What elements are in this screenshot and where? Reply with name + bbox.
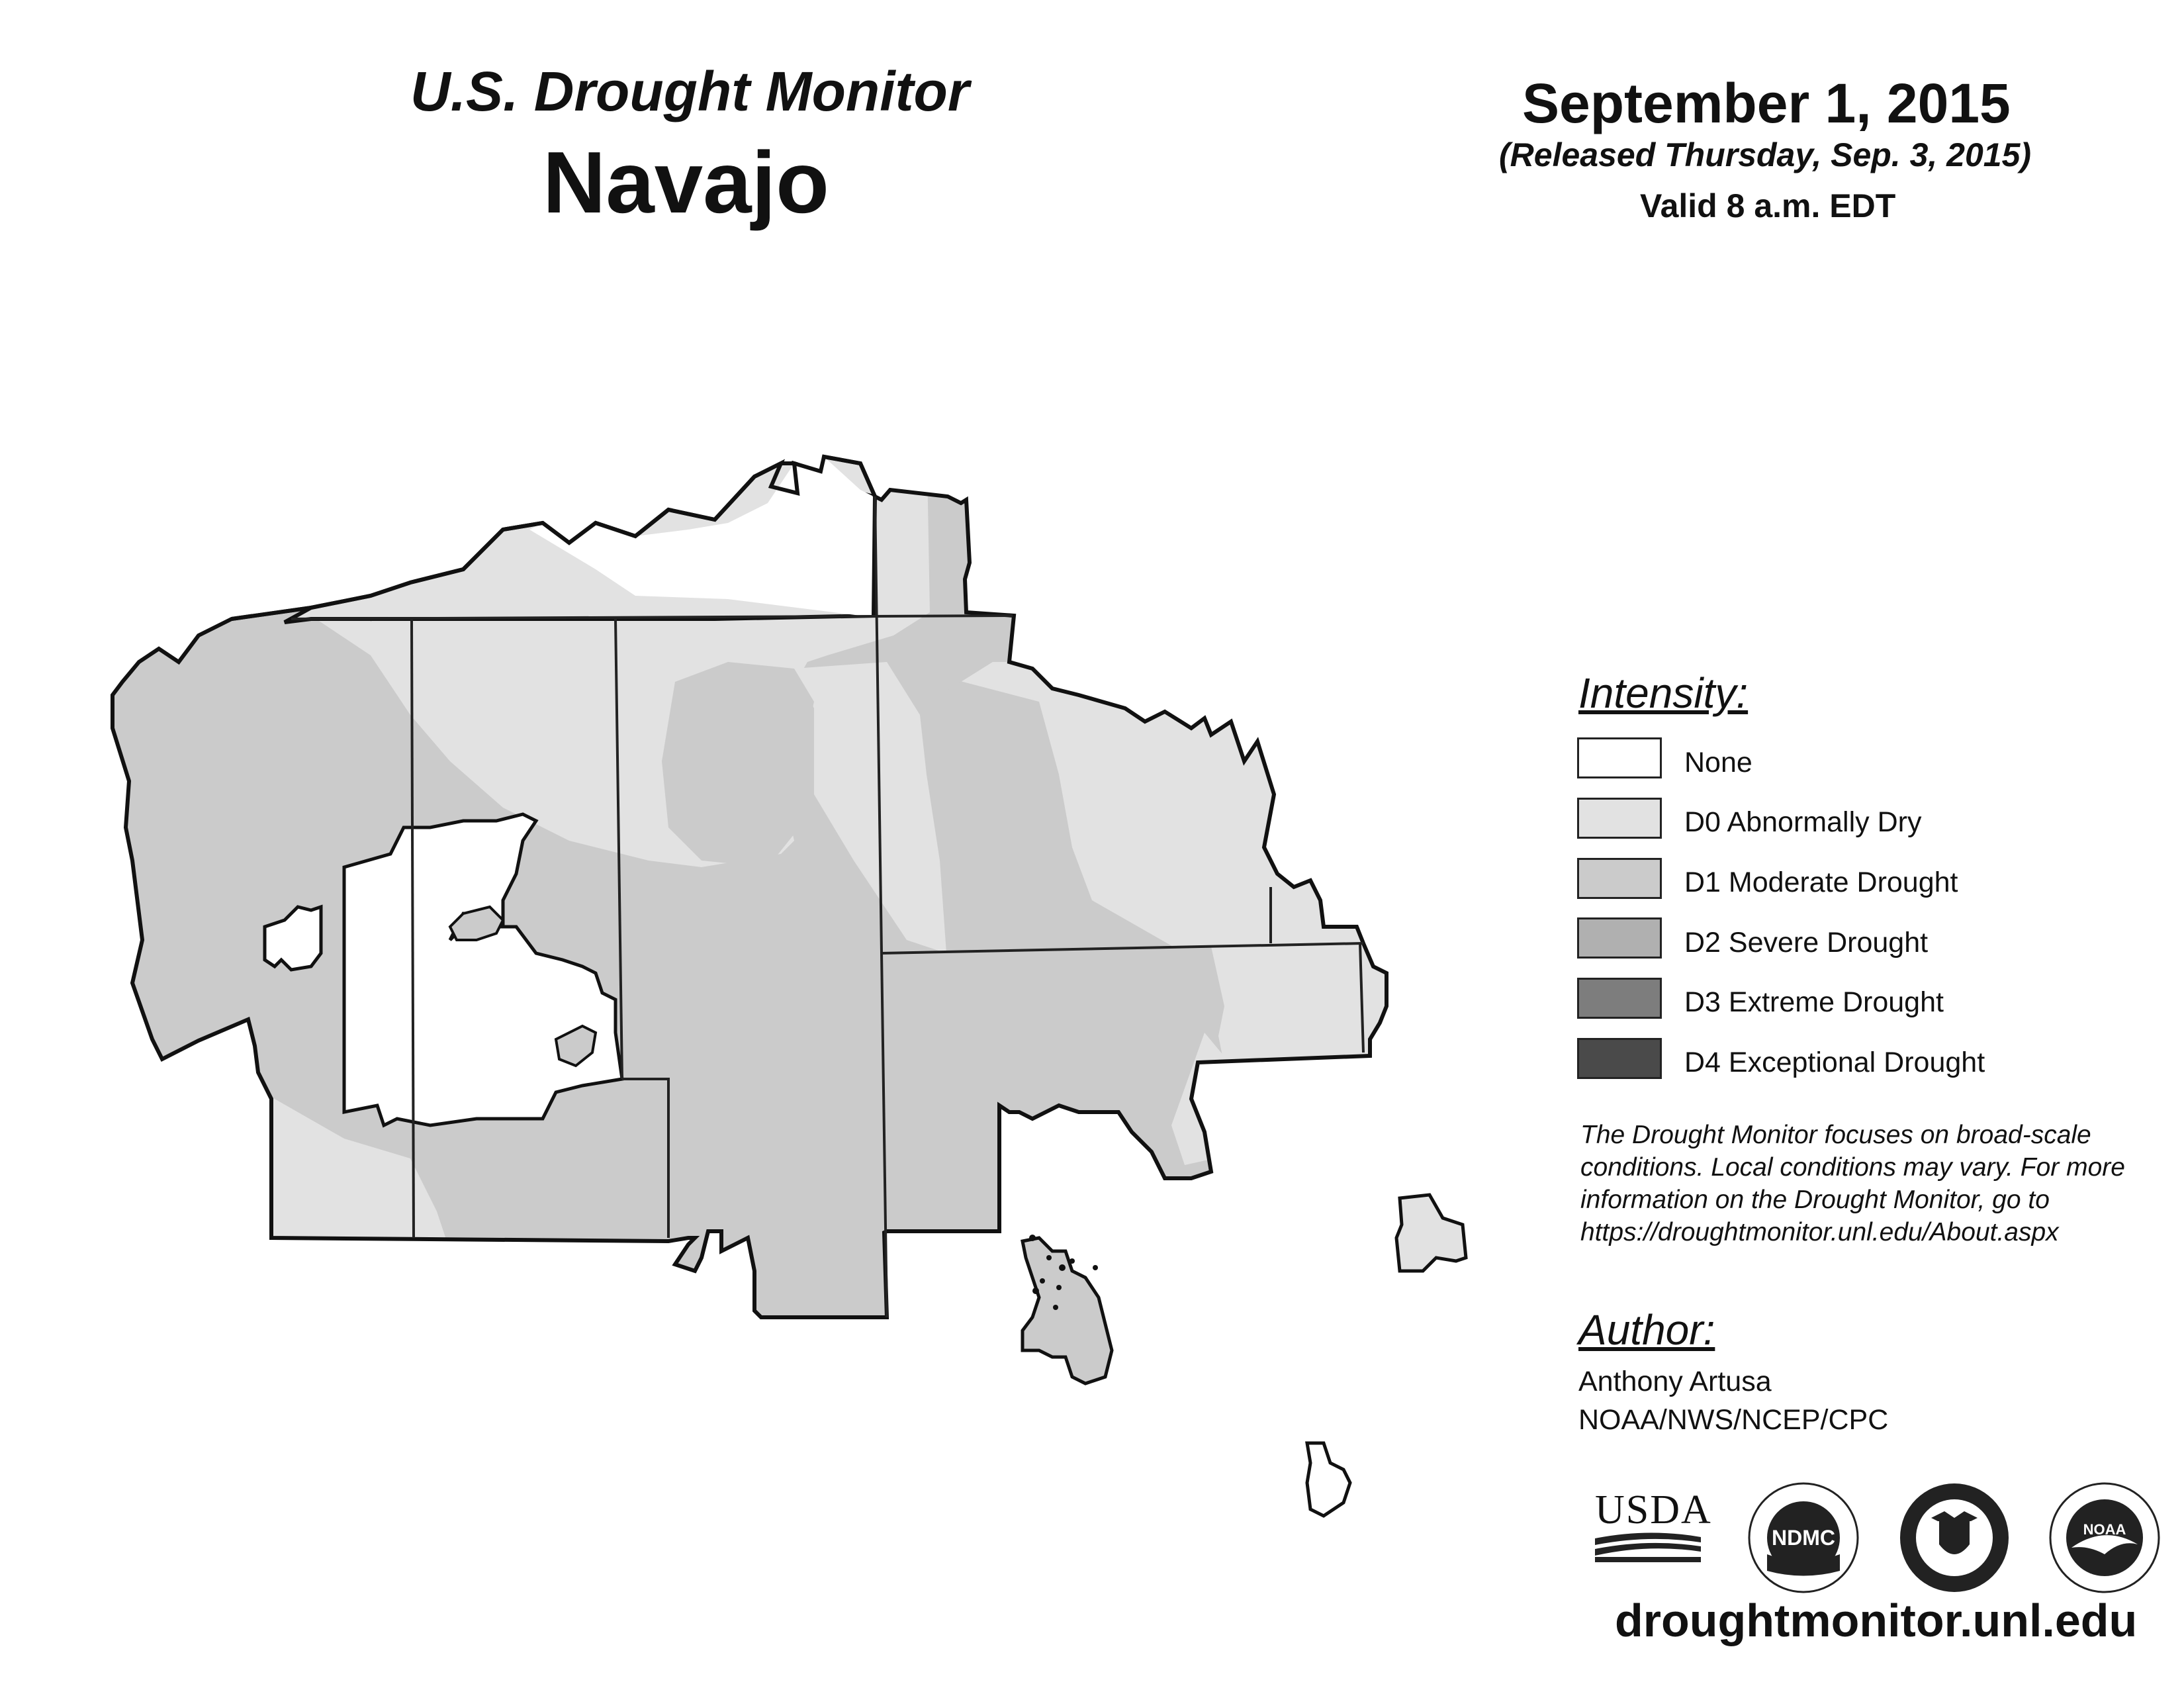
legend-swatch-d1 [1577, 858, 1662, 899]
author-heading: Author: [1578, 1306, 1715, 1354]
website-url[interactable]: droughtmonitor.unl.edu [1615, 1595, 2138, 1646]
map-title: Navajo [543, 134, 829, 231]
noaa-logo-text: NOAA [2083, 1521, 2126, 1538]
legend-label-none: None [1684, 747, 1752, 778]
legend-label-d0: D0 Abnormally Dry [1684, 806, 1922, 838]
map-date: September 1, 2015 [1522, 72, 2011, 134]
legend-label-d4: D4 Exceptional Drought [1684, 1047, 1985, 1078]
map-subtitle: U.S. Drought Monitor [410, 60, 970, 122]
noaa-seal-icon [2048, 1481, 2161, 1594]
usda-logo-text: USDA [1595, 1487, 1712, 1532]
usda-logo [1595, 1487, 1712, 1562]
department-of-commerce-seal-icon [1898, 1481, 2011, 1594]
legend-swatch-d3 [1577, 978, 1662, 1019]
legend-swatch-none [1577, 737, 1662, 778]
author-name: Anthony Artusa [1578, 1366, 1772, 1397]
ndmc-logo [1747, 1481, 1860, 1594]
legend-swatch-d0 [1577, 798, 1662, 839]
release-date: (Released Thursday, Sep. 3, 2015) [1499, 136, 2032, 173]
legend-label-d1: D1 Moderate Drought [1684, 867, 1958, 898]
valid-time: Valid 8 a.m. EDT [1640, 187, 1896, 224]
legend-label-d3: D3 Extreme Drought [1684, 986, 1944, 1018]
legend-swatch-d2 [1577, 917, 1662, 959]
legend-swatch-d4 [1577, 1038, 1662, 1079]
author-org: NOAA/NWS/NCEP/CPC [1578, 1404, 1889, 1436]
ndmc-logo-text: NDMC [1772, 1526, 1835, 1550]
commerce-logo [1898, 1481, 2011, 1594]
ndmc-seal-icon [1747, 1481, 1860, 1594]
legend-heading: Intensity: [1578, 669, 1749, 717]
noaa-logo [2048, 1481, 2161, 1594]
usda-swoosh-icon [1595, 1530, 1701, 1564]
disclaimer-note: The Drought Monitor focuses on broad-scale conditions. Local conditions may vary. For more information on the Drought Monitor, go to https://droughtmonitor.unl.edu/About.aspx [1580, 1121, 2125, 1246]
legend-label-d2: D2 Severe Drought [1684, 927, 1929, 959]
